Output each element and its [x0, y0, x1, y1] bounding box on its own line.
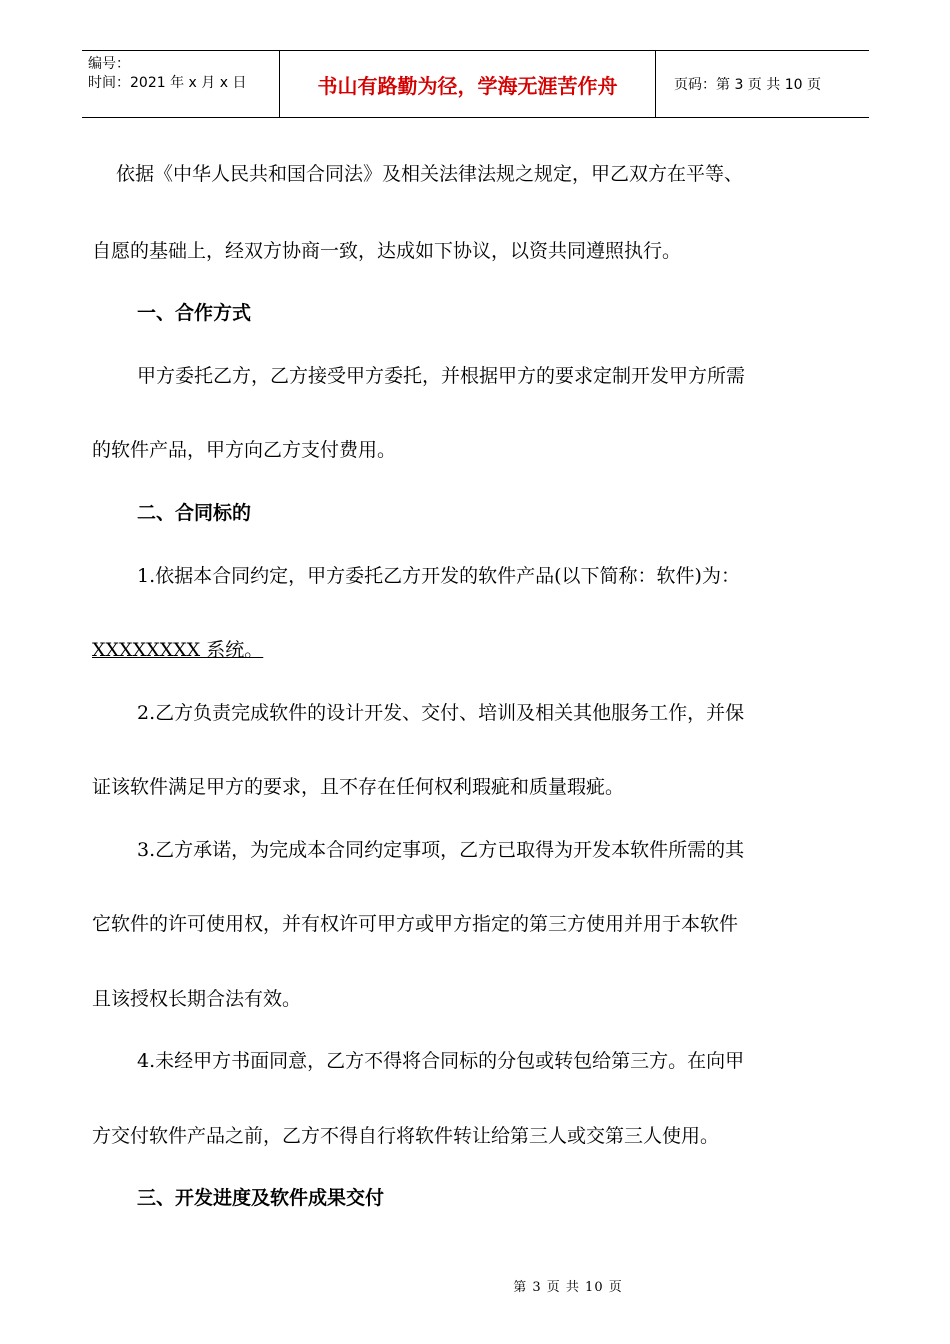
header-meta-cell [82, 51, 280, 117]
date-label: 时间：2021 年 x 月 x 日 [88, 75, 247, 91]
paragraph-line: 且该授权长期合法有效。 [92, 988, 302, 1010]
paragraph-line: 3.乙方承诺，为完成本合同约定事项，乙方已取得为开发本软件所需的其 [137, 839, 745, 861]
paragraph-line: 1.依据本合同约定，甲方委托乙方开发的软件产品(以下简称：软件)为： [137, 565, 740, 587]
code-label: 编号： [88, 56, 130, 72]
page-footer [0, 1276, 950, 1295]
footer-page-number: 第 3 页 共 10 页 [513, 1280, 623, 1295]
paragraph-line: 依据《中华人民共和国合同法》及相关法律法规之规定，甲乙双方在平等、 [116, 163, 744, 185]
section-heading: 二、合同标的 [137, 502, 252, 524]
paragraph-line: 2.乙方负责完成软件的设计开发、交付、培训及相关其他服务工作，并保 [137, 702, 745, 724]
paragraph-line: 自愿的基础上，经双方协商一致，达成如下协议，以资共同遵照执行。 [92, 240, 682, 262]
section-heading: 三、开发进度及软件成果交付 [137, 1187, 385, 1209]
section-heading: 一、合作方式 [137, 302, 252, 324]
paragraph-line: 4.未经甲方书面同意，乙方不得将合同标的分包或转包给第三方。在向甲 [137, 1050, 745, 1072]
paragraph-line: 证该软件满足甲方的要求，且不存在任何权利瑕疵和质量瑕疵。 [92, 776, 625, 798]
paragraph-line: 的软件产品，甲方向乙方支付费用。 [92, 439, 397, 461]
paragraph-line: 它软件的许可使用权，并有权许可甲方或甲方指定的第三方使用并用于本软件 [92, 913, 739, 935]
paragraph-line: 方交付软件产品之前，乙方不得自行将软件转让给第三人或交第三人使用。 [92, 1125, 720, 1147]
underlined-system-name: XXXXXXXX 系统。 [92, 639, 264, 661]
page-label-text: 页码：第 3 页 共 10 页 [674, 77, 821, 93]
header-motto: 书山有路勤为径，学海无涯苦作舟 [280, 51, 656, 117]
paragraph-line: 甲方委托乙方，乙方接受甲方委托，并根据甲方的要求定制开发甲方所需 [137, 365, 746, 387]
header-page-label [664, 51, 869, 117]
document-header [82, 50, 869, 118]
